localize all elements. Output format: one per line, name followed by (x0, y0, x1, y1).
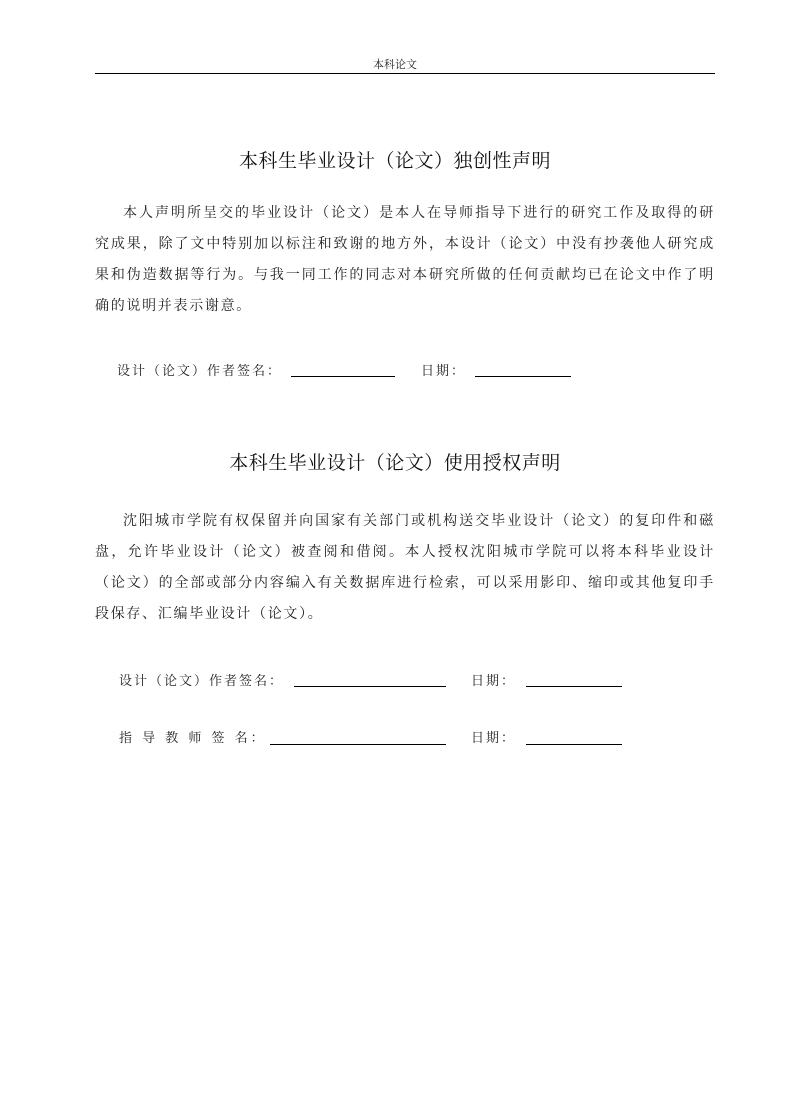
originality-body: 本人声明所呈交的毕业设计（论文）是本人在导师指导下进行的研究工作及取得的研究成果，除了文中特别加以标注和致谢的地方外，本设计（论文）中没有抄袭他人研究成果和伪造数据等行为。与我一同工作的同志对本研究所做的任何贡献均已在论文中作了明确的说明并表示谢意。 (95, 205, 715, 314)
advisor-label: 指 导 教 师 签 名： (119, 731, 267, 746)
header-rule (95, 73, 715, 74)
originality-author-label: 设计（论文）作者签名： (117, 364, 283, 379)
advisor-date-line[interactable] (526, 744, 622, 745)
authorization-author-signature-line[interactable] (294, 686, 446, 687)
authorization-title: 本科生毕业设计（论文）使用授权声明 (229, 452, 561, 474)
advisor-date-label: 日期： (471, 731, 517, 746)
authorization-author-date-line[interactable] (526, 686, 622, 687)
originality-date-line[interactable] (475, 376, 571, 377)
authorization-body: 沈阳城市学院有权保留并向国家有关部门或机构送交毕业设计（论文）的复印件和磁盘，允许毕业设计（论文）被查阅和借阅。本人授权沈阳城市学院可以将本科毕业设计（论文）的全部或部分内容编入有关数据库进行检索，可以采用影印、缩印或其他复印手段保存、汇编毕业设计（论文）。 (95, 513, 715, 622)
originality-author-signature-line[interactable] (291, 376, 395, 377)
authorization-author-date-label: 日期： (471, 674, 517, 689)
advisor-signature-line[interactable] (270, 744, 446, 745)
authorization-author-label: 设计（论文）作者签名： (119, 674, 285, 689)
originality-title: 本科生毕业设计（论文）独创性声明 (238, 150, 551, 172)
page-header: 本科论文 (373, 58, 417, 71)
originality-date-label: 日期： (421, 364, 467, 379)
